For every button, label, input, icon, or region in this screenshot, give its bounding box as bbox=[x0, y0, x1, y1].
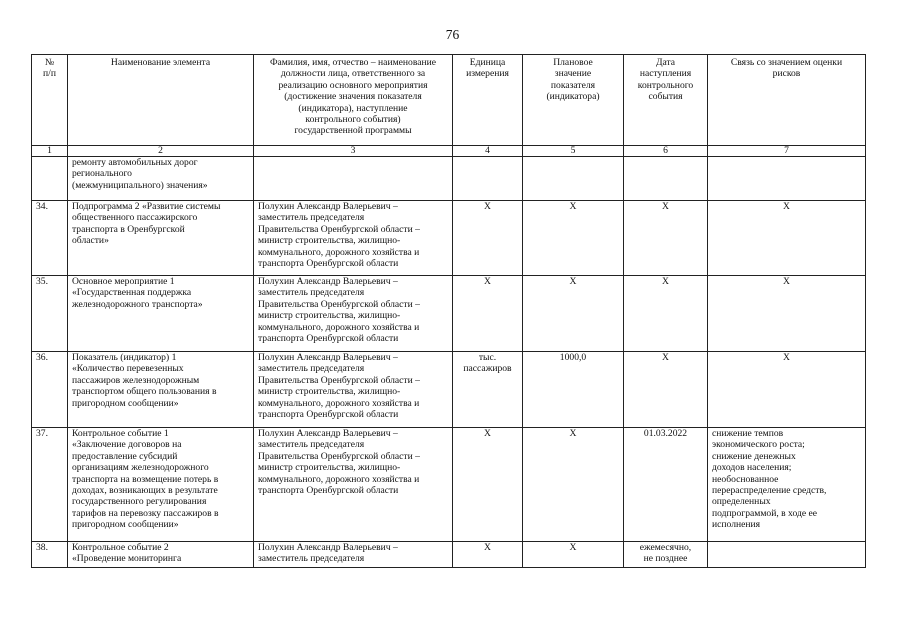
header-number: № п/п bbox=[32, 55, 68, 146]
table-row bbox=[32, 428, 866, 542]
header-risk-link: Связь со значением оценки рисков bbox=[708, 55, 866, 146]
row-number-cell bbox=[32, 157, 68, 201]
event-date-cell: X bbox=[624, 276, 708, 352]
risk-link-cell: снижение темпов экономического роста; снижение денежных доходов населения; необоснованное перераспределение средств, определенных подпрограммой, в ходе ее исполнения bbox=[708, 428, 866, 542]
unit-cell: X bbox=[453, 276, 523, 352]
page-number: 76 bbox=[445, 27, 460, 42]
table-row bbox=[32, 352, 866, 428]
row-number-cell: 36. bbox=[32, 352, 68, 428]
event-date-cell: 01.03.2022 bbox=[624, 428, 708, 542]
planned-value-cell: X bbox=[523, 201, 624, 276]
column-number: 7 bbox=[708, 146, 866, 157]
responsible-cell: Полухин Александр Валерьевич – заместитель председателя Правительства Оренбургской области – министр строительства, жилищно- коммунального, дорожного хозяйства и транспорта Оренбургской области bbox=[254, 352, 453, 428]
element-name-cell: Основное мероприятие 1 «Государственная поддержка железнодорожного транспорта» bbox=[68, 276, 254, 352]
risk-link-cell: X bbox=[708, 352, 866, 428]
column-number: 1 bbox=[32, 146, 68, 157]
header-responsible-person: Фамилия, имя, отчество – наименование должности лица, ответственного за реализацию основного мероприятия (достижение значения показателя (индикатора), наступление контрольного события) государственной программы bbox=[254, 55, 453, 146]
continuation-row bbox=[32, 157, 866, 201]
column-number: 6 bbox=[624, 146, 708, 157]
planned-value-cell: X bbox=[523, 276, 624, 352]
element-name-cell: Контрольное событие 2 «Проведение мониторинга bbox=[68, 542, 254, 568]
element-name-cell: Контрольное событие 1 «Заключение договоров на предоставление субсидий организациям железнодорожного транспорта на возмещение потерь в доходах, возникающих в результате государственного регулирования тарифов на перевозку пассажиров в пригородном сообщении» bbox=[68, 428, 254, 542]
event-date-cell bbox=[624, 157, 708, 201]
responsible-cell: Полухин Александр Валерьевич – заместитель председателя Правительства Оренбургской области – министр строительства, жилищно- коммунального, дорожного хозяйства и транспорта Оренбургской области bbox=[254, 201, 453, 276]
row-number-cell: 34. bbox=[32, 201, 68, 276]
column-number: 3 bbox=[254, 146, 453, 157]
responsible-cell bbox=[254, 157, 453, 201]
unit-cell: X bbox=[453, 428, 523, 542]
event-date-cell: X bbox=[624, 201, 708, 276]
element-name-cell: ремонту автомобильных дорог регионального (межмуниципального) значения» bbox=[68, 157, 254, 201]
header-row bbox=[32, 55, 866, 146]
element-name-cell: Показатель (индикатор) 1 «Количество перевезенных пассажиров железнодорожным транспортом общего пользования в пригородном сообщении» bbox=[68, 352, 254, 428]
table-row bbox=[32, 201, 866, 276]
element-name-cell: Подпрограмма 2 «Развитие системы общественного пассажирского транспорта в Оренбургской области» bbox=[68, 201, 254, 276]
risk-link-cell bbox=[708, 542, 866, 568]
event-date-cell: ежемесячно, не позднее bbox=[624, 542, 708, 568]
header-element-name: Наименование элемента bbox=[68, 55, 254, 146]
responsible-cell: Полухин Александр Валерьевич – заместитель председателя bbox=[254, 542, 453, 568]
planned-value-cell: X bbox=[523, 428, 624, 542]
planned-value-cell: X bbox=[523, 542, 624, 568]
unit-cell: X bbox=[453, 201, 523, 276]
risk-link-cell: X bbox=[708, 201, 866, 276]
risk-link-cell: X bbox=[708, 276, 866, 352]
column-number-row bbox=[32, 146, 866, 157]
column-number: 5 bbox=[523, 146, 624, 157]
unit-cell bbox=[453, 157, 523, 201]
header-unit: Единица измерения bbox=[453, 55, 523, 146]
planned-value-cell: 1000,0 bbox=[523, 352, 624, 428]
table-row bbox=[32, 542, 866, 568]
plan-table bbox=[31, 54, 866, 568]
header-event-date: Дата наступления контрольного события bbox=[624, 55, 708, 146]
unit-cell: тыс. пассажиров bbox=[453, 352, 523, 428]
table-row bbox=[32, 276, 866, 352]
responsible-cell: Полухин Александр Валерьевич – заместитель председателя Правительства Оренбургской области – министр строительства, жилищно- коммунального, дорожного хозяйства и транспорта Оренбургской области bbox=[254, 276, 453, 352]
unit-cell: X bbox=[453, 542, 523, 568]
row-number-cell: 35. bbox=[32, 276, 68, 352]
event-date-cell: X bbox=[624, 352, 708, 428]
risk-link-cell bbox=[708, 157, 866, 201]
row-number-cell: 37. bbox=[32, 428, 68, 542]
column-number: 2 bbox=[68, 146, 254, 157]
column-number: 4 bbox=[453, 146, 523, 157]
row-number-cell: 38. bbox=[32, 542, 68, 568]
responsible-cell: Полухин Александр Валерьевич – заместитель председателя Правительства Оренбургской области – министр строительства, жилищно- коммунального, дорожного хозяйства и транспорта Оренбургской области bbox=[254, 428, 453, 542]
header-planned-value: Плановое значение показателя (индикатора) bbox=[523, 55, 624, 146]
planned-value-cell bbox=[523, 157, 624, 201]
